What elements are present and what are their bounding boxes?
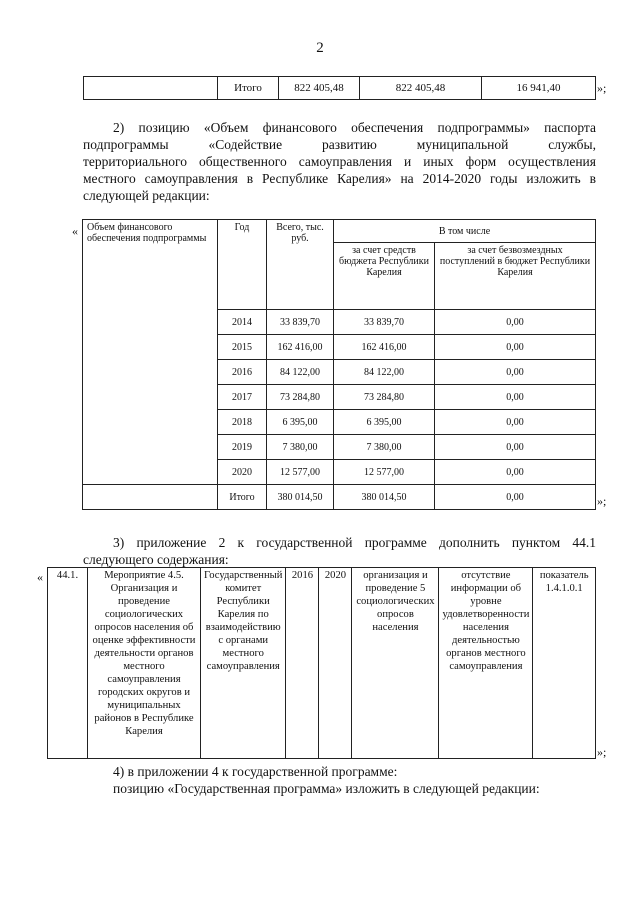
- page-number: 2: [316, 40, 324, 56]
- free-cell: 0,00: [435, 310, 596, 335]
- year-cell: 2015: [218, 335, 267, 360]
- item-year-end: 2020: [319, 568, 352, 759]
- total-cell: 12 577,00: [267, 460, 334, 485]
- total-cell: 7 380,00: [267, 435, 334, 460]
- quote-closer: »;: [597, 745, 607, 759]
- para3-line1: 3) приложение 2 к государственной программе дополнить пунктом 44.1: [113, 535, 596, 550]
- financing-table: [82, 219, 596, 510]
- total-label: Итого: [218, 77, 279, 100]
- year-cell: 2020: [218, 460, 267, 485]
- total-col2: 822 405,48: [360, 77, 482, 100]
- budget-cell: 7 380,00: [334, 435, 435, 460]
- row-label: Объем финансового обеспечения подпрограммы: [83, 220, 218, 485]
- item-executor: Государственный комитет Республики Карелия по взаимодействию с органами местного самоуправления: [201, 568, 286, 759]
- budget-cell: 6 395,00: [334, 410, 435, 435]
- summary-table: [83, 76, 596, 100]
- para2-line5: следующей редакции:: [83, 188, 210, 203]
- para2-line2: подпрограммы «Содействие развитию муниципальной службы,: [83, 137, 596, 152]
- para3-line2: следующего содержания:: [83, 552, 229, 567]
- budget-cell: 73 284,80: [334, 385, 435, 410]
- header-budget: за счет средств бюджета Республики Карелия: [334, 243, 435, 310]
- header-total: Всего, тыс. руб.: [267, 220, 334, 310]
- total-cell: 73 284,80: [267, 385, 334, 410]
- quote-closer: »;: [597, 81, 607, 95]
- para4-line1: 4) в приложении 4 к государственной программе:: [113, 764, 398, 779]
- para2-line3: территориального общественного самоуправления и иных форм осуществления: [83, 154, 596, 169]
- total-col1: 822 405,48: [279, 77, 360, 100]
- year-cell: 2017: [218, 385, 267, 410]
- quote-closer: »;: [597, 494, 607, 508]
- quote-opener: «: [37, 570, 43, 584]
- free-cell: 0,00: [435, 335, 596, 360]
- year-cell: 2014: [218, 310, 267, 335]
- table-cell-empty: [84, 77, 218, 100]
- table-row: [83, 220, 596, 243]
- item-consequence: отсутствие информации об уровне удовлетворенности населения деятельностью органов местного самоуправления: [439, 568, 533, 759]
- budget-cell: 162 416,00: [334, 335, 435, 360]
- para4-line2: позицию «Государственная программа» изложить в следующей редакции:: [113, 781, 540, 796]
- item-number: 44.1.: [48, 568, 88, 759]
- total-col3: 16 941,40: [482, 77, 596, 100]
- header-year: Год: [218, 220, 267, 310]
- paragraph-3: [83, 534, 596, 568]
- total-cell: 33 839,70: [267, 310, 334, 335]
- para2-line1: 2) позицию «Объем финансового обеспечения подпрограммы» паспорта: [113, 120, 596, 135]
- free-cell: 0,00: [435, 360, 596, 385]
- total-cell: 84 122,00: [267, 360, 334, 385]
- budget-cell: 12 577,00: [334, 460, 435, 485]
- header-incl: В том числе: [334, 220, 596, 243]
- year-cell: 2019: [218, 435, 267, 460]
- free-cell: 0,00: [435, 435, 596, 460]
- budget-cell: 84 122,00: [334, 360, 435, 385]
- free-cell: 0,00: [435, 410, 596, 435]
- total-cell: 6 395,00: [267, 410, 334, 435]
- budget-cell: 33 839,70: [334, 310, 435, 335]
- header-free: за счет безвозмездных поступлений в бюджет Республики Карелия: [435, 243, 596, 310]
- item-year-start: 2016: [286, 568, 319, 759]
- item-event: Мероприятие 4.5. Организация и проведение социологических опросов населения об оценке эффективности деятельности органов местного самоуправления городских округов и муниципальных районов в Республике Карелия: [88, 568, 201, 759]
- table-row: [48, 568, 596, 759]
- total-cell: 162 416,00: [267, 335, 334, 360]
- free-cell: 0,00: [435, 385, 596, 410]
- year-cell: 2016: [218, 360, 267, 385]
- total-cell: 380 014,50: [267, 485, 334, 510]
- table-row-total: [83, 485, 596, 510]
- free-cell: 0,00: [435, 485, 596, 510]
- budget-cell: 380 014,50: [334, 485, 435, 510]
- item-indicator: показатель 1.4.1.0.1: [533, 568, 596, 759]
- total-label: Итого: [218, 485, 267, 510]
- item-result: организация и проведение 5 социологических опросов населения: [352, 568, 439, 759]
- paragraph-2: [83, 119, 596, 204]
- para2-line4: местного самоуправления в Республике Карелия» на 2014-2020 годы изложить в: [83, 171, 596, 186]
- item-table: [47, 567, 596, 759]
- quote-opener: «: [72, 224, 78, 238]
- free-cell: 0,00: [435, 460, 596, 485]
- table-row: [84, 77, 596, 100]
- table-cell-empty: [83, 485, 218, 510]
- year-cell: 2018: [218, 410, 267, 435]
